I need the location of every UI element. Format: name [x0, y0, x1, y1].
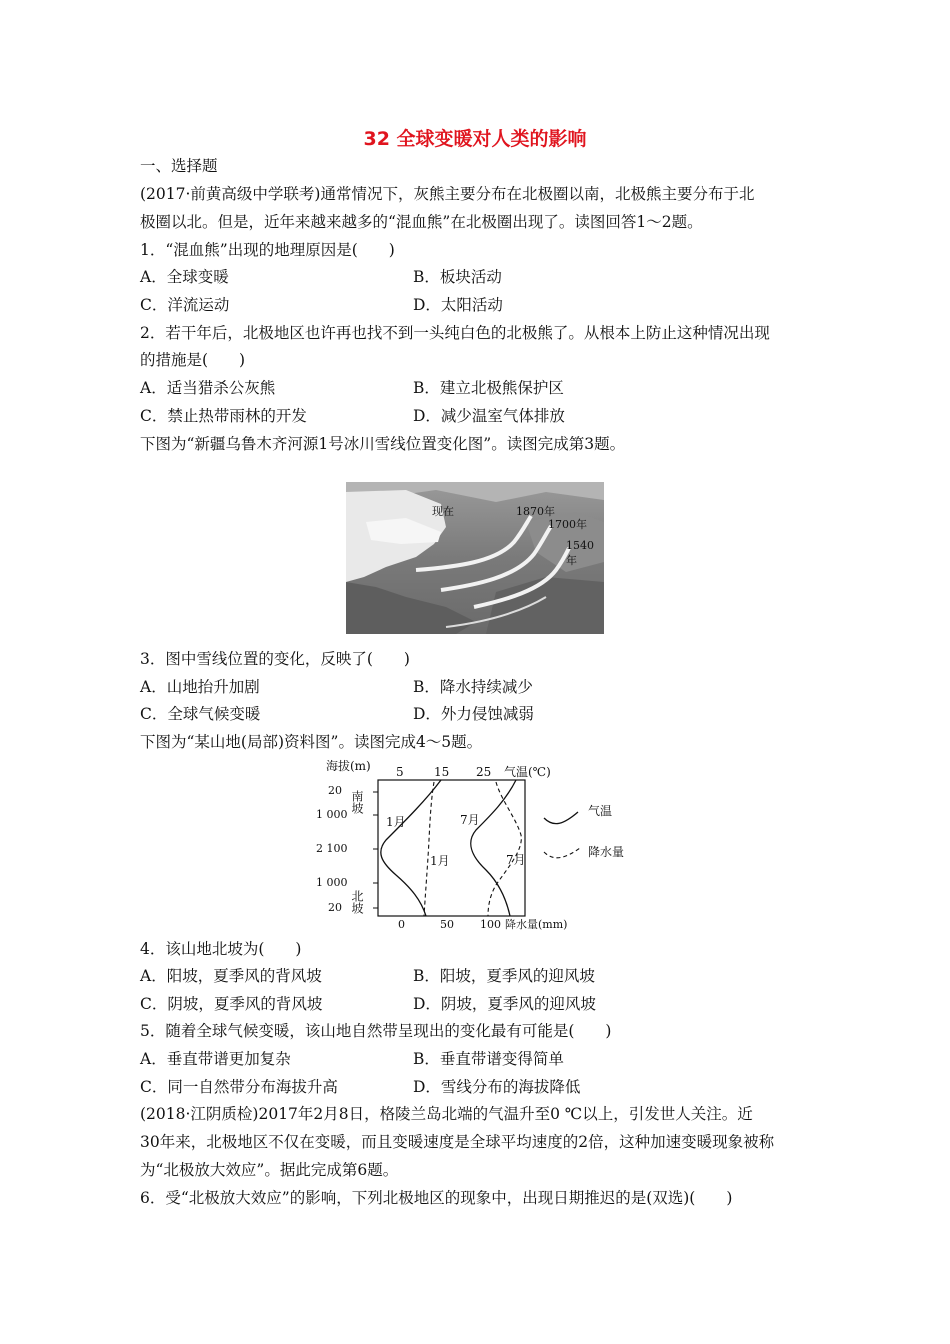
intro-6-line-3: 为“北极放大效应”。据此完成第6题。: [140, 1161, 399, 1179]
precip-tick-100: 100: [480, 918, 501, 931]
legend-precipitation-line: [544, 848, 580, 858]
mountain-climate-diagram: [316, 759, 646, 935]
question-5-option-a: A．垂直带谱更加复杂: [140, 1050, 291, 1068]
question-2-option-c: C．禁止热带雨林的开发: [140, 407, 307, 425]
question-4-stem: 4．该山地北坡为( ): [140, 940, 302, 958]
photo-label-1700: 1700年: [548, 518, 587, 531]
elev-tick-2100: 2 100: [316, 842, 348, 855]
photo-label-1540: 1540年: [566, 539, 594, 567]
question-5-option-b: B．垂直带谱变得简单: [413, 1050, 564, 1068]
legend-temperature-line: [544, 812, 578, 824]
precip-tick-0: 0: [398, 918, 405, 931]
question-6-stem: 6．受“北极放大效应”的影响，下列北极地区的现象中，出现日期推迟的是(双选)( ): [140, 1189, 733, 1207]
temp-tick-25: 25: [476, 765, 492, 779]
intro-4: 下图为“某山地(局部)资料图”。读图完成4～5题。: [140, 733, 483, 751]
elev-tick-1000-south: 1 000: [316, 808, 348, 821]
temp-tick-5: 5: [396, 765, 404, 779]
question-3-stem: 3．图中雪线位置的变化，反映了( ): [140, 650, 410, 668]
question-1-option-d: D．太阳活动: [413, 296, 503, 314]
jul-temperature-curve: [471, 780, 516, 916]
jul-label-precip: 7月: [506, 853, 526, 867]
section-heading: 一、选择题: [140, 157, 218, 175]
question-2-option-b: B．建立北极熊保护区: [413, 379, 564, 397]
question-4-option-c: C．阴坡，夏季风的背风坡: [140, 995, 323, 1013]
question-4-option-b: B．阳坡，夏季风的迎风坡: [413, 967, 595, 985]
intro-6-line-1: (2018·江阴质检)2017年2月8日，格陵兰岛北端的气温升至0 ℃以上，引发世人关注。近: [140, 1105, 753, 1123]
question-5-option-d: D．雪线分布的海拔降低: [413, 1078, 581, 1096]
jul-precipitation-curve: [488, 782, 521, 916]
north-slope-label: 北坡: [350, 890, 364, 914]
temp-axis-title: 气温(℃): [504, 765, 551, 779]
intro-1-line-1: (2017·前黄高级中学联考)通常情况下，灰熊主要分布在北极圈以南，北极熊主要分布于北: [140, 185, 755, 203]
page-title: 32 全球变暖对人类的影响: [363, 128, 587, 150]
question-1-option-c: C．洋流运动: [140, 296, 230, 314]
question-4-option-d: D．阴坡，夏季风的迎风坡: [413, 995, 596, 1013]
temp-tick-15: 15: [434, 765, 450, 779]
glacier-snowline-photo: [346, 482, 604, 634]
question-3-option-b: B．降水持续减少: [413, 678, 533, 696]
elev-tick-20-south: 20: [328, 784, 342, 797]
precip-tick-50: 50: [440, 918, 454, 931]
question-2-stem-line-2: 的措施是( ): [140, 351, 246, 369]
intro-1-line-2: 极圈以北。但是，近年来越来越多的“混血熊”在北极圈出现了。读图回答1～2题。: [140, 213, 703, 231]
diagram-elevation-axis-title: 海拔(m): [326, 759, 371, 773]
question-3-option-d: D．外力侵蚀减弱: [413, 705, 534, 723]
jan-temperature-curve: [381, 780, 441, 916]
elev-tick-1000-north: 1 000: [316, 876, 348, 889]
legend-precipitation-label: 降水量: [588, 845, 625, 859]
question-1-stem: 1．“混血熊”出现的地理原因是( ): [140, 241, 395, 259]
elev-tick-20-north: 20: [328, 901, 342, 914]
photo-label-1870: 1870年: [516, 505, 555, 518]
jan-precipitation-curve: [424, 782, 434, 916]
question-1-option-b: B．板块活动: [413, 268, 502, 286]
question-4-option-a: A．阳坡，夏季风的背风坡: [140, 967, 322, 985]
question-5-option-c: C．同一自然带分布海拔升高: [140, 1078, 338, 1096]
south-slope-label: 南坡: [350, 790, 364, 814]
intro-3: 下图为“新疆乌鲁木齐河源1号冰川雪线位置变化图”。读图完成第3题。: [140, 435, 626, 453]
photo-label-now: 现在: [432, 505, 454, 518]
jan-label-temp: 1月: [386, 815, 406, 829]
question-3-option-a: A．山地抬升加剧: [140, 678, 260, 696]
jan-label-precip: 1月: [430, 854, 450, 868]
question-2-option-a: A．适当猎杀公灰熊: [140, 379, 276, 397]
intro-6-line-2: 30年来，北极地区不仅在变暖，而且变暖速度是全球平均速度的2倍，这种加速变暖现象被称: [140, 1133, 775, 1151]
question-5-stem: 5．随着全球气候变暖，该山地自然带呈现出的变化最有可能是( ): [140, 1022, 612, 1040]
precip-axis-title: 降水量(mm): [505, 918, 568, 931]
question-2-stem-line-1: 2．若干年后，北极地区也许再也找不到一头纯白色的北极熊了。从根本上防止这种情况出现: [140, 324, 770, 342]
question-2-option-d: D．减少温室气体排放: [413, 407, 565, 425]
question-1-option-a: A．全球变暖: [140, 268, 229, 286]
question-3-option-c: C．全球气候变暖: [140, 705, 261, 723]
jul-label-temp: 7月: [460, 813, 480, 827]
legend-temperature-label: 气温: [588, 804, 613, 818]
